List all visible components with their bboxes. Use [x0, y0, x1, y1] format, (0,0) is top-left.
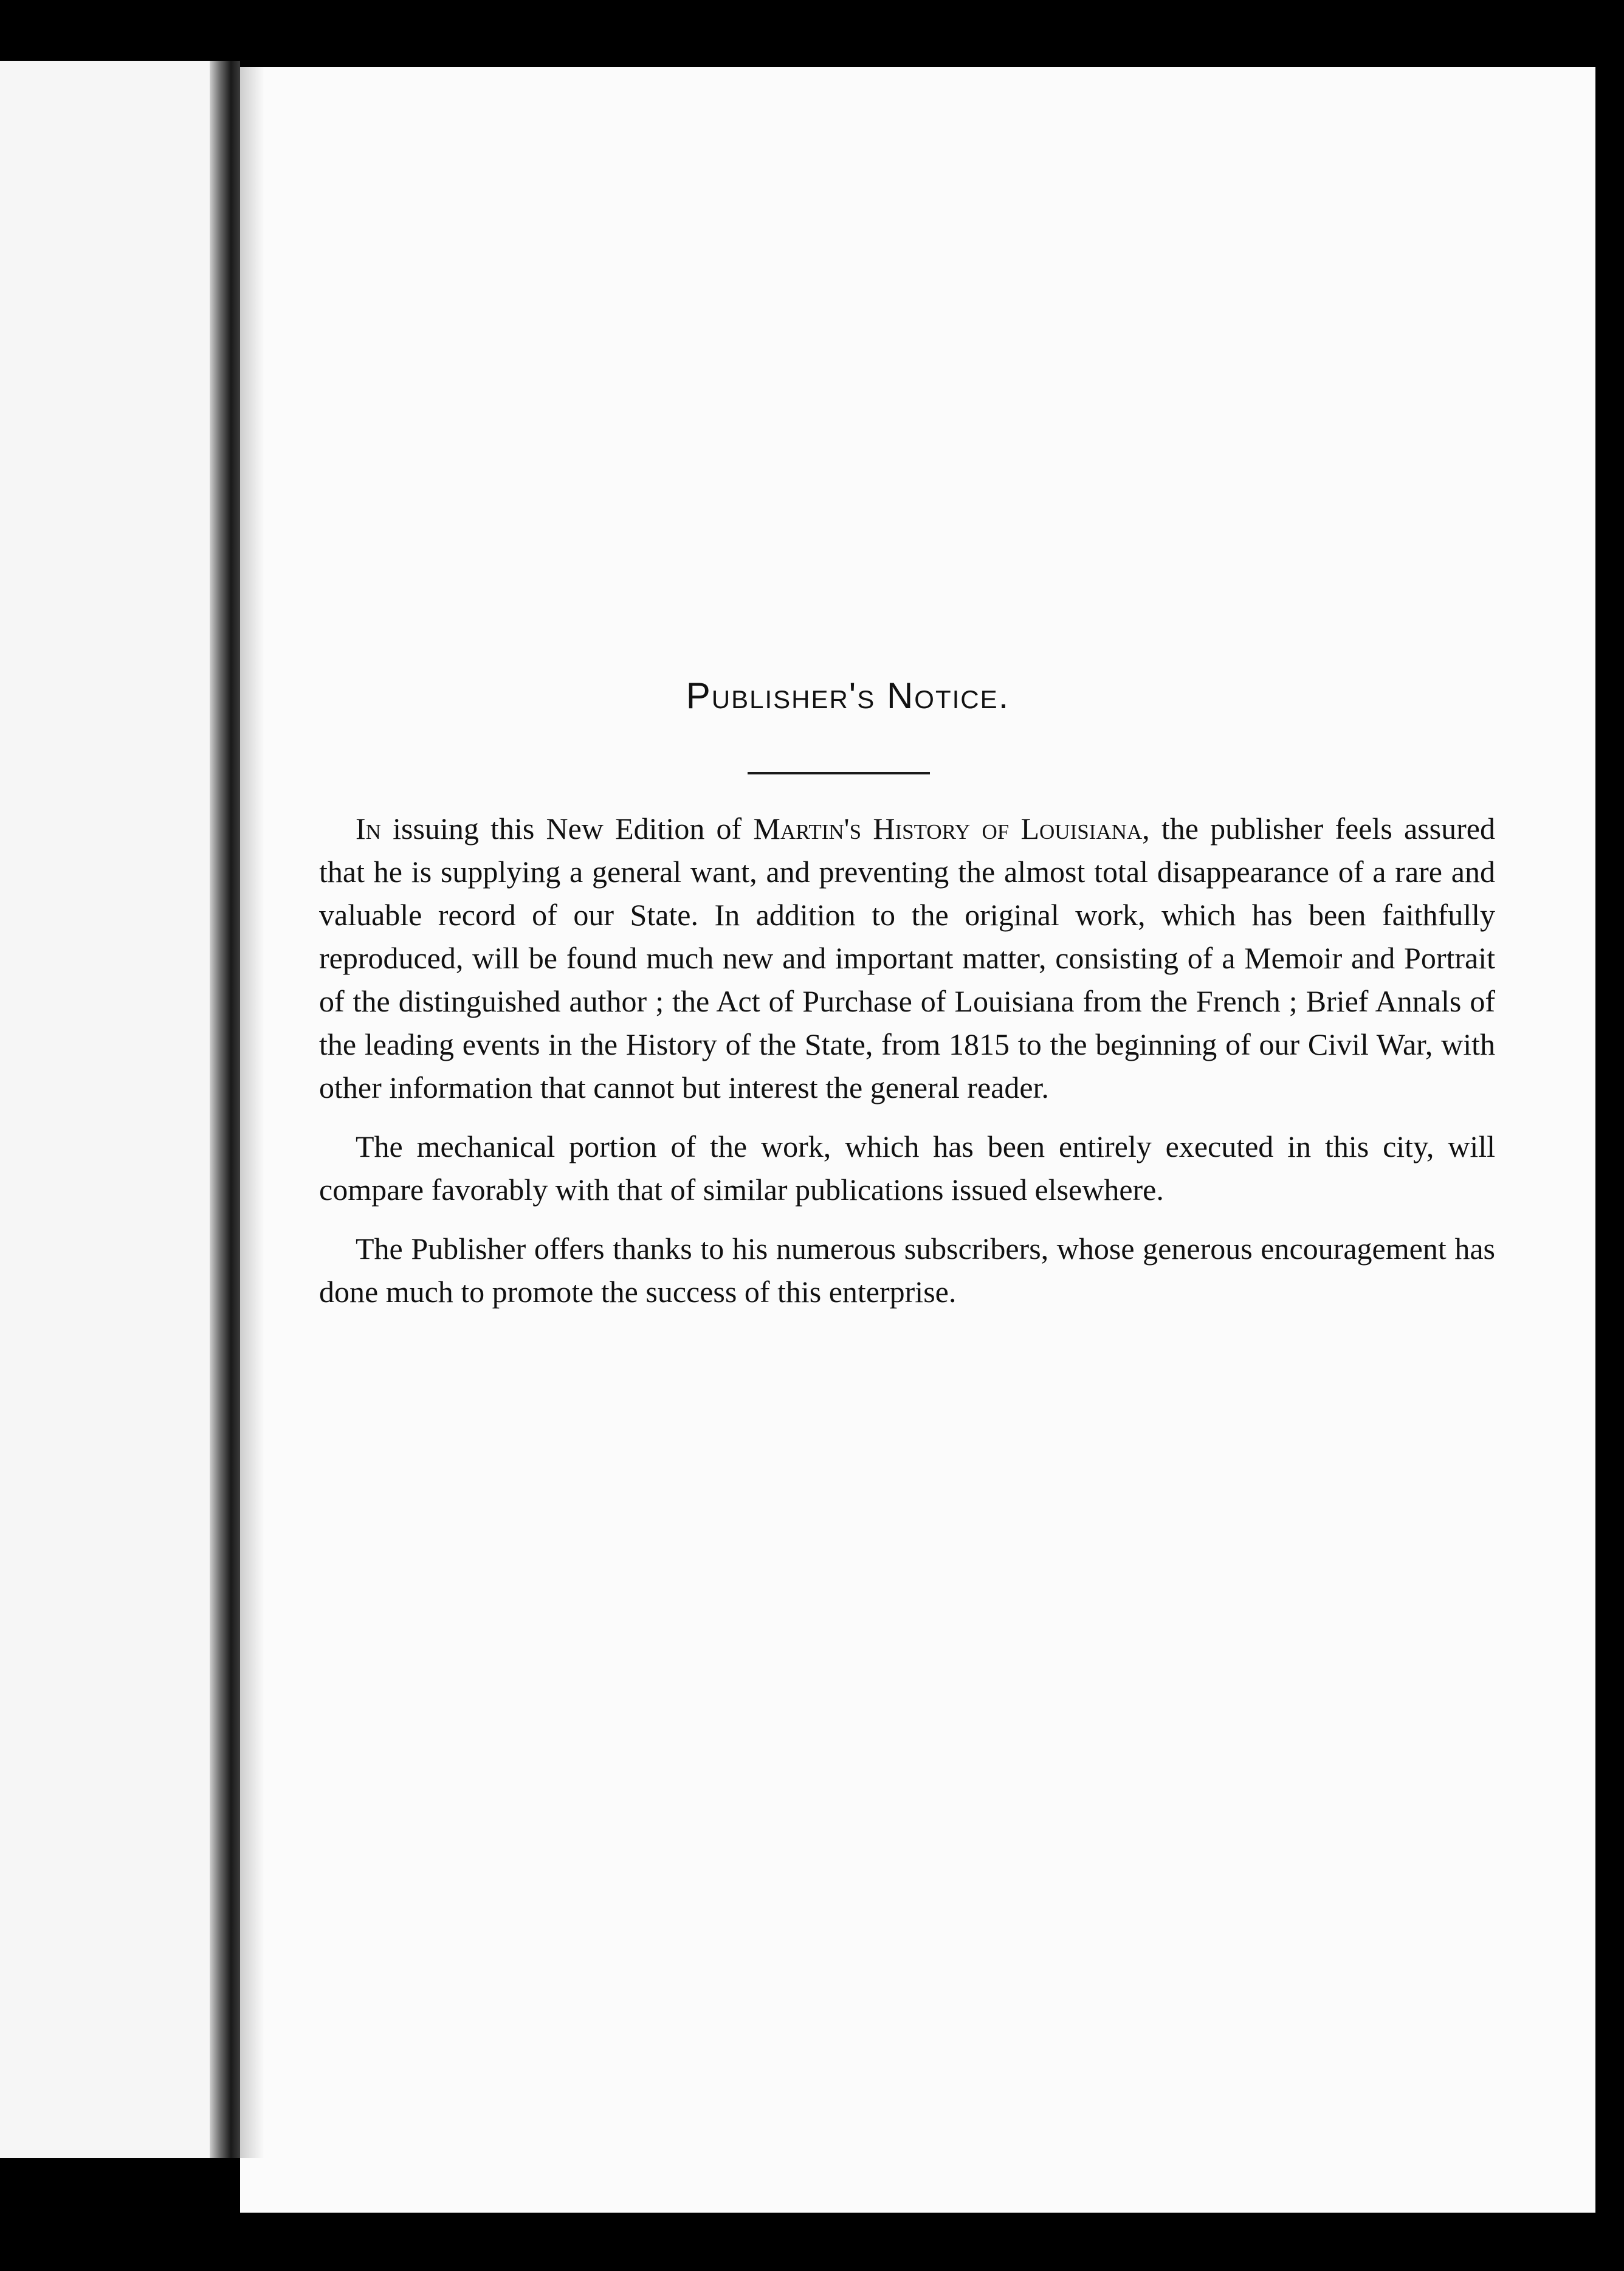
book-gutter [210, 61, 240, 2158]
paragraph-2: The mechanical portion of the work, which has been entirely executed in this city, will compare favorably with that of similar publications issued elsewhere. [319, 1129, 1495, 1207]
page-title: Publisher's Notice. [686, 675, 1010, 716]
right-page [240, 67, 1595, 2213]
left-page [0, 61, 231, 2158]
gutter-shadow [240, 67, 264, 2158]
notice-body [319, 807, 1495, 1329]
paragraph-1-text-a: issuing this New Edition of [380, 812, 754, 846]
title-rule [748, 772, 930, 774]
paragraph-1 [319, 807, 1495, 1109]
paragraph-1-lead: In [356, 812, 381, 846]
book-title: Martin's History of Louisiana [753, 812, 1143, 846]
paragraph-1-text-b: , the publisher feels assured that he is supplying a general want, and preventing the almost total disappearance of a rare and valuable record of our State. In addition to the original work, which has been faithfully reproduced, will be found much new and important matter, consisting of a Memoir and Portrait of the distinguished author ; the Act of Purchase of Louisiana from the French ; Brief Annals of the leading events in the History of the State, from 1815 to the beginning of our Civil War, with other information that cannot but interest the general reader. [319, 812, 1495, 1104]
paragraph-3: The Publisher offers thanks to his numerous subscribers, whose generous encouragement has done much to promote the success of this enterprise. [319, 1232, 1495, 1309]
